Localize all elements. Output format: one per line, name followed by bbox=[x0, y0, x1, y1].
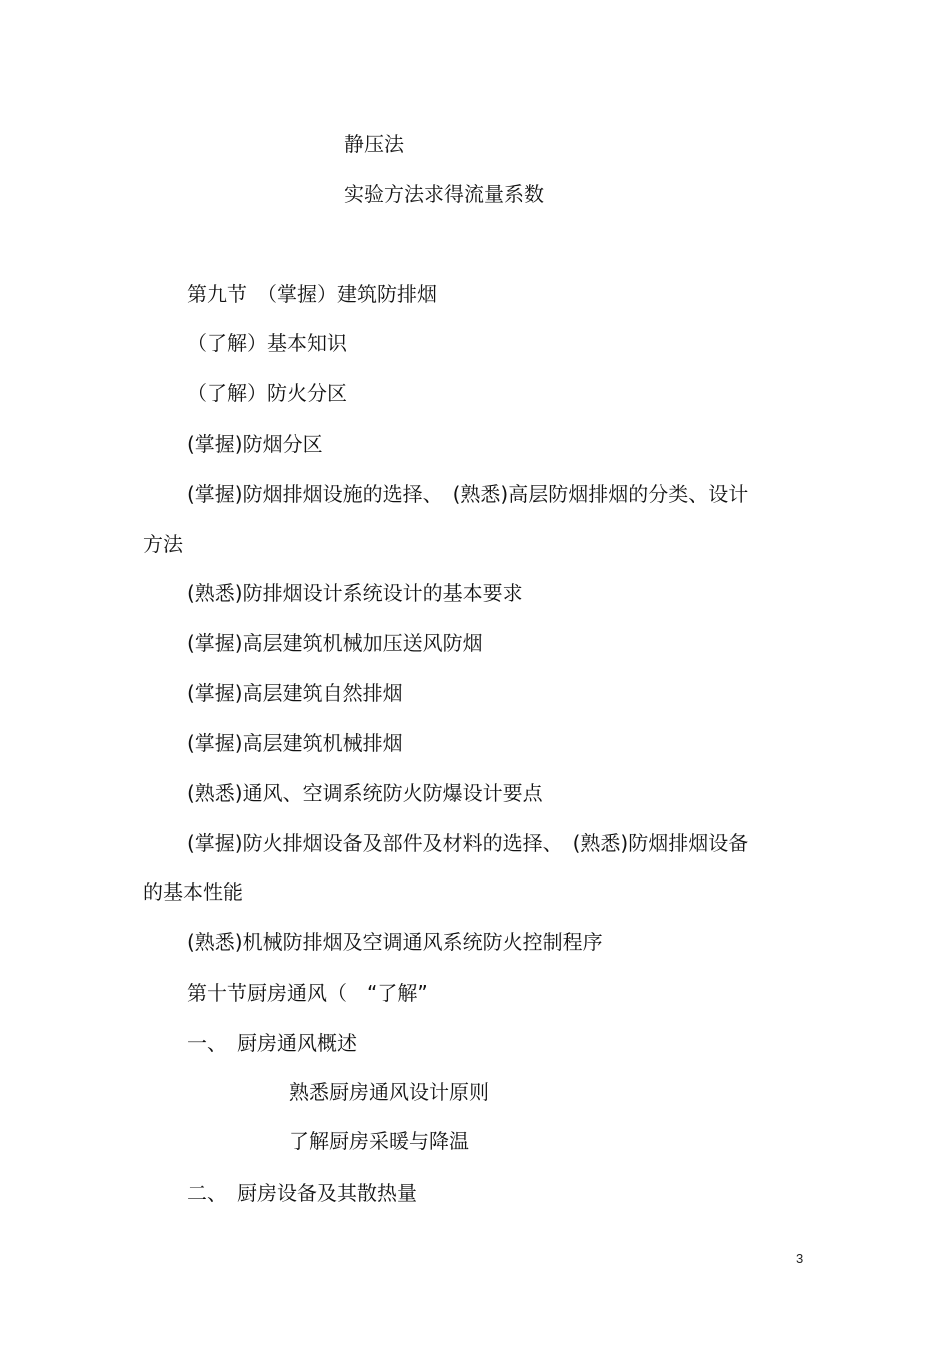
text-line-smoke-zone: (掌握)防烟分区 bbox=[187, 432, 323, 456]
text-line-natural-exhaust: (掌握)高层建筑自然排烟 bbox=[187, 681, 403, 705]
text-line-jingyafa: 静压法 bbox=[344, 132, 404, 156]
text-line-basic-requirements: (熟悉)防排烟设计系统设计的基本要求 bbox=[187, 581, 523, 605]
text-line-heating-cooling: 了解厨房采暖与降温 bbox=[289, 1129, 469, 1153]
list-item-kitchen-overview: 一、 厨房通风概述 bbox=[187, 1031, 357, 1055]
text-line-design-principle: 熟悉厨房通风设计原则 bbox=[289, 1080, 489, 1104]
text-line-facility-selection: (掌握)防烟排烟设施的选择、 (熟悉)高层防烟排烟的分类、设计 bbox=[187, 482, 749, 506]
text-line-method-cont: 方法 bbox=[143, 532, 183, 556]
text-line-pressurization: (掌握)高层建筑机械加压送风防烟 bbox=[187, 631, 483, 655]
list-item-kitchen-equipment: 二、 厨房设备及其散热量 bbox=[187, 1181, 417, 1205]
text-line-basic-knowledge: （了解）基本知识 bbox=[187, 331, 347, 355]
section-heading-9: 第九节 （掌握）建筑防排烟 bbox=[187, 282, 437, 306]
text-line-flow-coefficient: 实验方法求得流量系数 bbox=[344, 182, 544, 206]
text-line-performance-cont: 的基本性能 bbox=[143, 880, 243, 904]
text-line-hvac-fire: (熟悉)通风、空调系统防火防爆设计要点 bbox=[187, 781, 543, 805]
page-number: 3 bbox=[796, 1251, 804, 1266]
section-heading-10: 第十节厨房通风（ “了解” bbox=[187, 981, 428, 1005]
text-line-control-procedure: (熟悉)机械防排烟及空调通风系统防火控制程序 bbox=[187, 930, 603, 954]
text-line-equipment-selection: (掌握)防火排烟设备及部件及材料的选择、 (熟悉)防烟排烟设备 bbox=[187, 831, 749, 855]
text-line-mechanical-exhaust: (掌握)高层建筑机械排烟 bbox=[187, 731, 403, 755]
text-line-fire-zone: （了解）防火分区 bbox=[187, 381, 347, 405]
